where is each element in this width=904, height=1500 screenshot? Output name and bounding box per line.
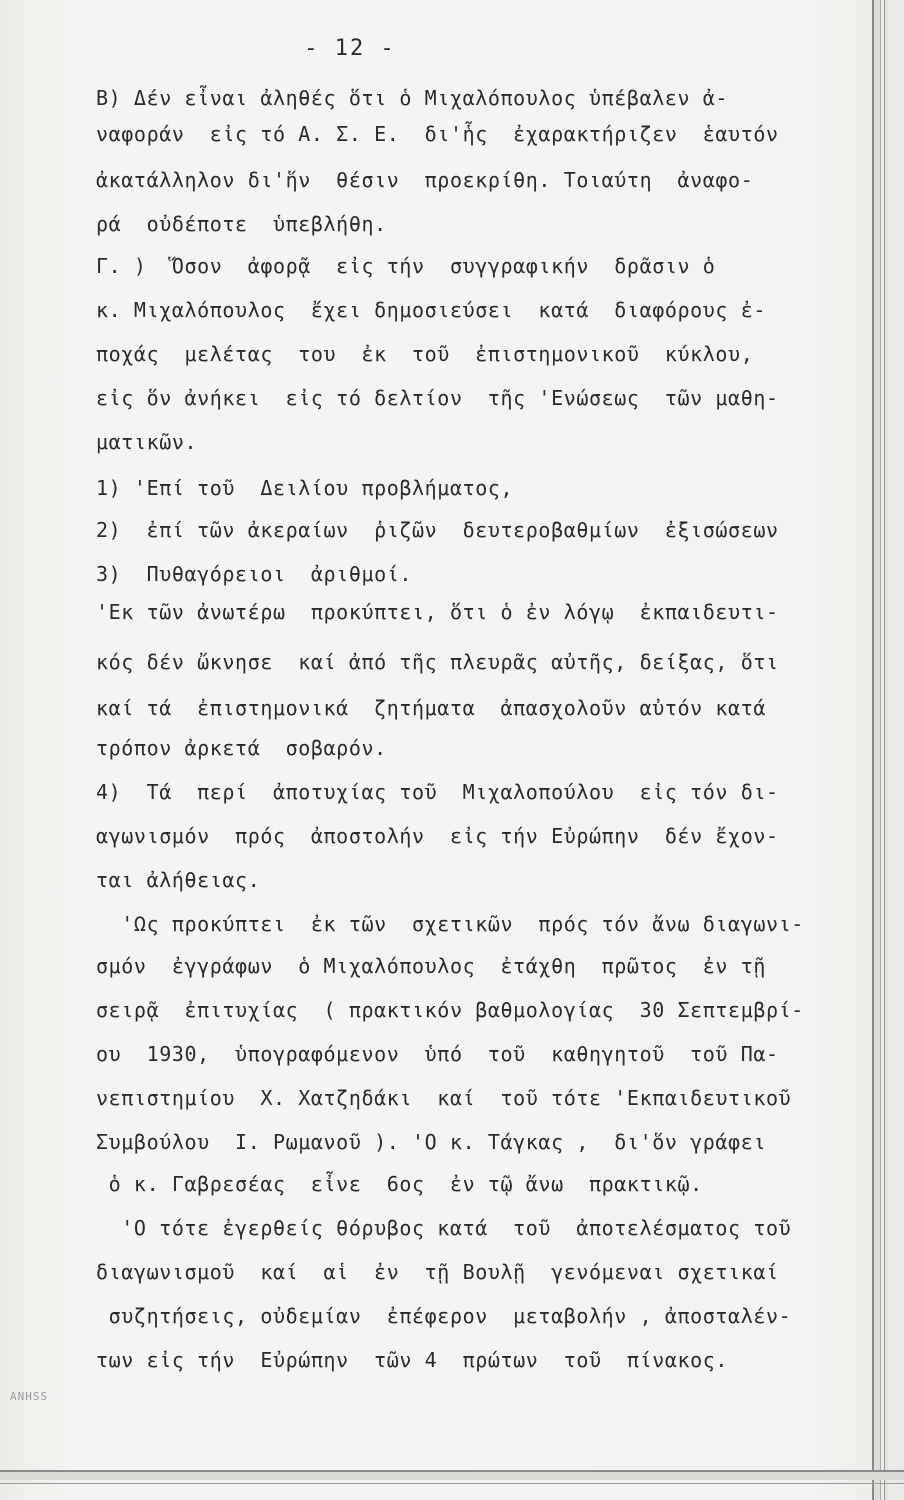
text-line: ἀκατάλληλον δι'ἥν θέσιν προεκρίθη. Τοιαύτη ἀναφο- (96, 168, 754, 192)
text-line: σμόν ἐγγράφων ὁ Μιχαλόπουλος ἐτάχθη πρῶτος ἐν τῇ (96, 954, 766, 978)
text-line: νεπιστημίου Χ. Χατζηδάκι καί τοῦ τότε 'Εκπαιδευτικοῦ (96, 1086, 792, 1110)
text-line: ρά οὐδέποτε ὑπεβλήθη. (96, 212, 387, 236)
text-line: Γ. ) Ὅσον ἀφορᾷ εἰς τήν συγγραφικήν δρᾶσιν ὁ (96, 254, 716, 278)
text-line: τρόπον ἀρκετά σοβαρόν. (96, 736, 387, 760)
text-line: αγωνισμόν πρός ἀποστολήν εἰς τήν Εὐρώπην δέν ἔχον- (96, 824, 779, 848)
page-edge-bottom-inner (0, 1483, 904, 1487)
text-line: Συμβούλου Ι. Ρωμανοῦ ). 'Ο κ. Τάγκας , δι'ὅν γράφει (96, 1130, 766, 1154)
list-item: 1) 'Επί τοῦ Δειλίου προβλήματος, (96, 476, 514, 500)
page-edge-bottom (0, 1470, 904, 1480)
text-line: κ. Μιχαλόπουλος ἔχει δημοσιεύσει κατά διαφόρους ἐ- (96, 298, 766, 322)
text-line: καί τά ἐπιστημονικά ζητήματα ἀπασχολοῦν αὐτόν κατά (96, 696, 766, 720)
text-line: 'Ο τότε ἐγερθείς θόρυβος κατά τοῦ ἀποτελέσματος τοῦ (96, 1216, 792, 1240)
text-line: ου 1930, ὑπογραφόμενον ὑπό τοῦ καθηγητοῦ τοῦ Πα- (96, 1042, 779, 1066)
text-line: ναφοράν εἰς τό Α. Σ. Ε. δι'ἧς ἐχαρακτήριζεν ἑαυτόν (96, 122, 779, 146)
text-line: ματικῶν. (96, 430, 198, 454)
text-line: συζητήσεις, οὐδεμίαν ἐπέφερον μεταβολήν , ἀποσταλέν- (96, 1304, 792, 1328)
text-line: σειρᾷ ἐπιτυχίας ( πρακτικόν βαθμολογίας 30 Σεπτεμβρί- (96, 998, 804, 1022)
text-line: ποχάς μελέτας του ἐκ τοῦ ἐπιστημονικοῦ κύκλου, (96, 342, 754, 366)
page-number: - 12 - (304, 36, 396, 61)
page-edge-right (872, 0, 881, 1500)
list-item: 3) Πυθαγόρειοι ἀριθμοί. (96, 562, 413, 586)
text-line: εἰς ὅν ἀνήκει εἰς τό δελτίον τῆς 'Ενώσεως τῶν μαθη- (96, 386, 779, 410)
page-edge-right-inner (884, 0, 888, 1500)
text-line: 'Ως προκύπτει ἐκ τῶν σχετικῶν πρός τόν ἄνω διαγωνι- (96, 912, 804, 936)
text-line: Β) Δέν εἶναι ἀληθές ὅτι ὁ Μιχαλόπουλος ὑπέβαλεν ἀ- (96, 86, 729, 110)
text-line: των εἰς τήν Εὐρώπην τῶν 4 πρώτων τοῦ πίνακος. (96, 1348, 729, 1372)
text-line: διαγωνισμοῦ καί αἱ ἐν τῇ Βουλῇ γενόμεναι σχετικαί (96, 1260, 779, 1284)
text-line: ται ἀλήθειας. (96, 868, 261, 892)
list-item: 4) Τά περί ἀποτυχίας τοῦ Μιχαλοπούλου εἰς τόν δι- (96, 780, 779, 804)
text-line: 'Εκ τῶν ἀνωτέρω προκύπτει, ὅτι ὁ ἐν λόγῳ ἐκπαιδευτι- (96, 600, 779, 624)
text-line: κός δέν ὤκνησε καί ἀπό τῆς πλευρᾶς αὐτῆς, δείξας, ὅτι (96, 650, 779, 674)
margin-stamp: ANHSS (10, 1390, 49, 1403)
text-line: ὁ κ. Γαβρεσέας εἶνε 6ος ἐν τῷ ἄνω πρακτικῷ. (96, 1172, 703, 1196)
list-item: 2) ἐπί τῶν ἀκεραίων ῥιζῶν δευτεροβαθμίων ἐξισώσεων (96, 518, 779, 542)
